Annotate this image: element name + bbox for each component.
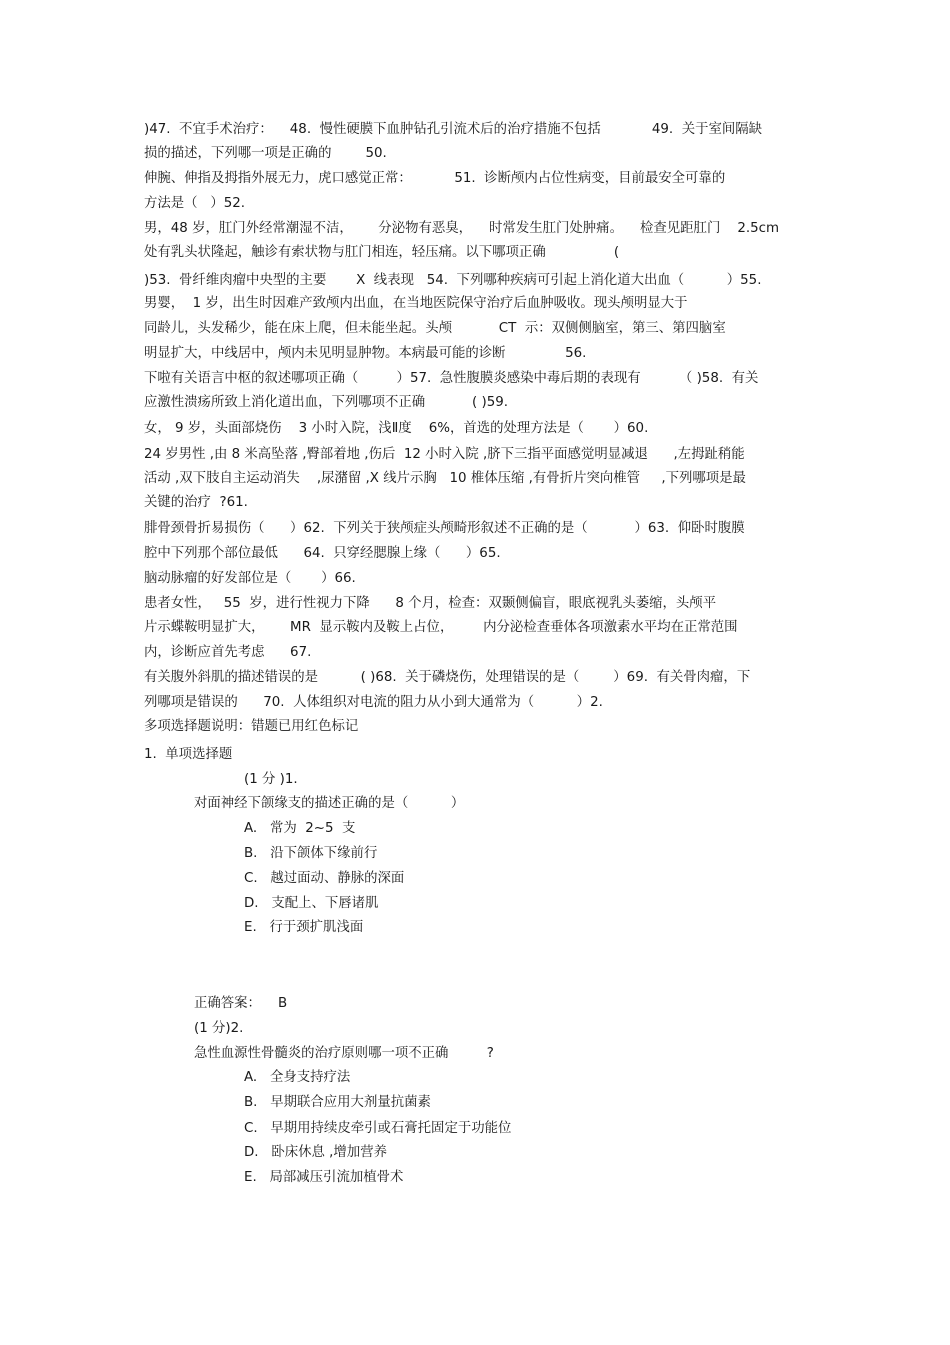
question-score: (1 分 )1. <box>244 772 298 787</box>
paragraph-line: 24 岁男性 ,由 8 米高坠落 ,臀部着地 ,伤后 12 小时入院 ,脐下三指平面感觉明显减退 ,左拇趾稍能 <box>144 447 745 462</box>
paragraph-line: 腔中下列那个部位最低 64. 只穿经腮腺上缘（ ）65. <box>144 546 501 561</box>
option-d: D. 卧床休息 ,增加营养 <box>244 1145 387 1160</box>
paragraph-line: )53. 骨纤维肉瘤中央型的主要 X 线表现 54. 下列哪种疾病可引起上消化道大出血（ ）55. <box>144 273 762 288</box>
paragraph-line: 损的描述，下列哪一项是正确的 50. <box>144 146 387 161</box>
multiple-choice-note: 多项选择题说明：错题已用红色标记 <box>144 719 359 734</box>
paragraph-line: 列哪项是错误的 70. 人体组织对电流的阻力从小到大通常为（ ）2. <box>144 695 603 710</box>
paragraph-line: 脑动脉瘤的好发部位是（ ）66. <box>144 571 356 586</box>
paragraph-line: 方法是（ ）52. <box>144 196 246 211</box>
option-b: B. 早期联合应用大剂量抗菌素 <box>244 1095 431 1110</box>
paragraph-line: )47. 不宜手术治疗： 48. 慢性硬膜下血肿钻孔引流术后的治疗措施不包括 49. 关于室间隔缺 <box>144 122 763 137</box>
paragraph-line: 下啦有关语言中枢的叙述哪项正确（ ）57. 急性腹膜炎感染中毒后期的表现有 （ )58. 有关 <box>144 371 759 386</box>
option-c: C. 早期用持续皮牵引或石膏托固定于功能位 <box>244 1121 512 1136</box>
paragraph-line: 男，48 岁，肛门外经常潮湿不洁， 分泌物有恶臭， 时常发生肛门处肿痛。 检查见距肛门 2.5cm <box>144 221 780 236</box>
paragraph-line: 关键的治疗 ?61. <box>144 495 248 510</box>
paragraph-line: 活动 ,双下肢自主运动消失 ,尿潴留 ,X 线片示胸 10 椎体压缩 ,有骨折片突向椎管 ,下列哪项是最 <box>144 471 746 486</box>
paragraph-line: 处有乳头状隆起，触诊有索状物与肛门相连，轻压痛。以下哪项正确 ( <box>144 245 620 260</box>
option-d: D. 支配上、下唇诸肌 <box>244 896 379 911</box>
option-e: E. 局部减压引流加植骨术 <box>244 1170 404 1185</box>
paragraph-line: 应激性溃疡所致上消化道出血，下列哪项不正确 ( )59. <box>144 395 509 410</box>
option-a: A. 全身支持疗法 <box>244 1070 351 1085</box>
option-b: B. 沿下颌体下缘前行 <box>244 846 378 861</box>
paragraph-line: 内，诊断应首先考虑 67. <box>144 645 312 660</box>
paragraph-line: 明显扩大，中线居中，颅内未见明显肿物。本病最可能的诊断 56. <box>144 346 587 361</box>
option-e: E. 行于颈扩肌浅面 <box>244 920 364 935</box>
paragraph-line: 男婴， 1 岁，出生时因难产致颅内出血，在当地医院保守治疗后血肿吸收。现头颅明显大于 <box>144 296 688 311</box>
question-stem: 对面神经下颌缘支的描述正确的是（ ） <box>194 796 465 811</box>
section-title: 1. 单项选择题 <box>144 747 233 762</box>
paragraph-line: 同龄儿，头发稀少，能在床上爬，但未能坐起。头颅 CT 示：双侧侧脑室，第三、第四脑室 <box>144 321 726 336</box>
paragraph-line: 伸腕、伸指及拇指外展无力，虎口感觉正常： 51. 诊断颅内占位性病变，目前最安全可靠的 <box>144 171 726 186</box>
paragraph-line: 女， 9 岁，头面部烧伤 3 小时入院，浅Ⅱ度 6%，首选的处理方法是（ ）60. <box>144 421 649 436</box>
question-stem: 急性血源性骨髓炎的治疗原则哪一项不正确 ? <box>194 1046 494 1061</box>
paragraph-line: 有关腹外斜肌的描述错误的是 ( )68. 关于磷烧伤，处理错误的是（ ）69. 有关骨肉瘤，下 <box>144 670 751 685</box>
paragraph-line: 患者女性， 55 岁，进行性视力下降 8 个月，检查：双颞侧偏盲，眼底视乳头萎缩，头颅平 <box>144 596 717 611</box>
option-a: A. 常为 2~5 支 <box>244 821 356 836</box>
paragraph-line: 片示蝶鞍明显扩大， MR 显示鞍内及鞍上占位， 内分泌检查垂体各项激素水平均在正常范围 <box>144 620 738 635</box>
option-c: C. 越过面动、静脉的深面 <box>244 871 405 886</box>
paragraph-line: 腓骨颈骨折易损伤（ ）62. 下列关于狭颅症头颅畸形叙述不正确的是（ ）63. 仰卧时腹膜 <box>144 521 745 536</box>
question-score: (1 分)2. <box>194 1021 244 1036</box>
correct-answer: 正确答案： B <box>194 996 288 1011</box>
